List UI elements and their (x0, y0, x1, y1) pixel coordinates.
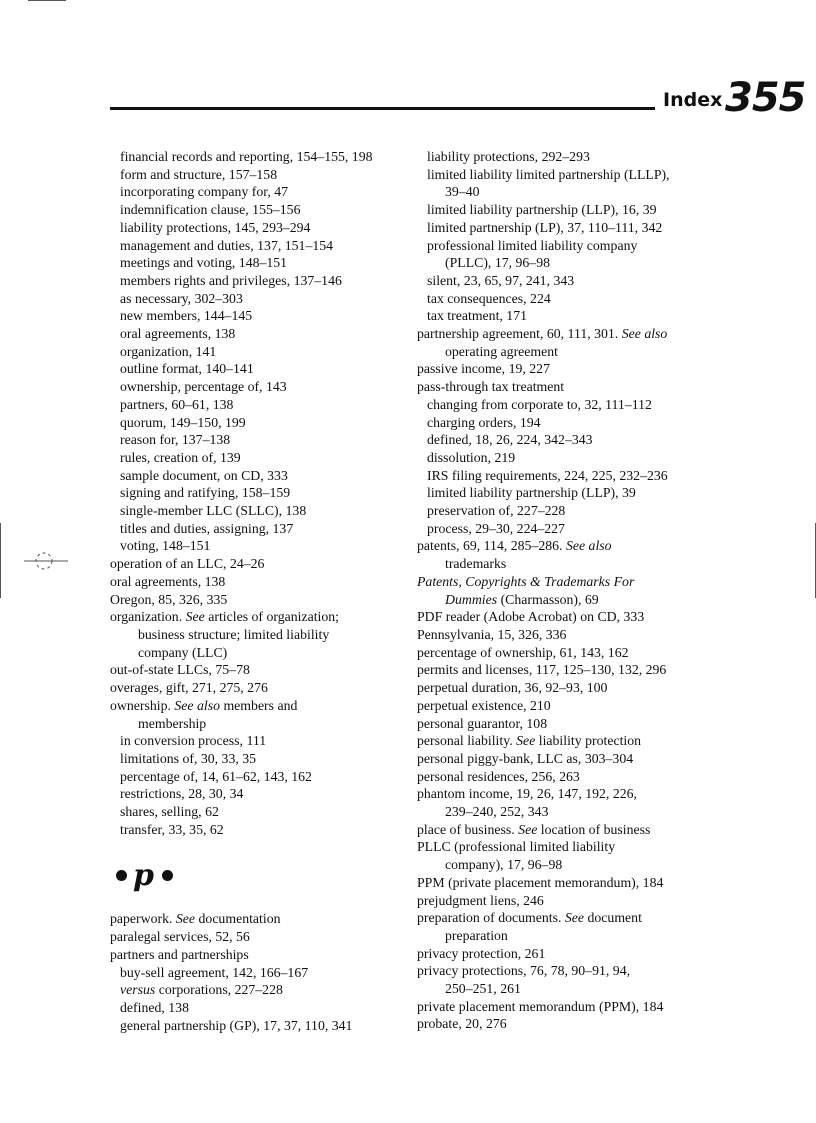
index-entry: management and duties, 137, 151–154 (120, 237, 334, 253)
index-entry: privacy protection, 261 (417, 945, 546, 961)
index-entry: place of business. See location of business (417, 821, 651, 837)
index-entry: new members, 144–145 (120, 308, 253, 324)
index-entry: paperwork. See documentation (110, 911, 281, 927)
index-entry: buy-sell agreement, 142, 166–167 (120, 964, 309, 980)
index-entry: Patents, Copyrights & Trademarks For (417, 573, 635, 589)
index-entry: shares, selling, 62 (120, 804, 219, 820)
index-entry: sample document, on CD, 333 (120, 467, 288, 483)
page-number: 355 (725, 75, 806, 121)
index-entry: PDF reader (Adobe Acrobat) on CD, 333 (417, 609, 645, 625)
crop-mark-top (28, 0, 66, 1)
crop-mark-left (0, 523, 1, 598)
index-entries-right (417, 148, 747, 1033)
index-entry: defined, 138 (120, 999, 189, 1015)
index-entry: tax treatment, 171 (427, 308, 527, 324)
index-entry: percentage of ownership, 61, 143, 162 (417, 644, 629, 660)
index-entry: in conversion process, 111 (120, 733, 267, 749)
index-entry: form and structure, 157–158 (120, 166, 278, 182)
index-entry: voting, 148–151 (120, 538, 211, 554)
index-entry: personal residences, 256, 263 (417, 768, 580, 784)
index-entry: membership (138, 715, 207, 731)
index-entry: trademarks (445, 556, 507, 572)
index-entry: 39–40 (445, 184, 480, 200)
index-entry: restrictions, 28, 30, 34 (120, 786, 244, 802)
index-entries-o-section (110, 148, 410, 838)
index-entry: operation of an LLC, 24–26 (110, 556, 265, 572)
header-rule (110, 107, 655, 110)
index-entry: privacy protections, 76, 78, 90–91, 94, (417, 963, 631, 979)
bullet-icon (162, 870, 173, 881)
index-entry: prejudgment liens, 246 (417, 892, 544, 908)
index-entry: partners and partnerships (110, 946, 249, 962)
index-entry: 250–251, 261 (445, 981, 521, 997)
index-entry: personal liability. See liability protection (417, 733, 642, 749)
index-entry: transfer, 33, 35, 62 (120, 821, 224, 837)
running-header-title: Index (663, 89, 723, 111)
index-entry: general partnership (GP), 17, 37, 110, 341 (120, 1017, 353, 1033)
index-entry: paralegal services, 52, 56 (110, 929, 250, 945)
index-entry: rules, creation of, 139 (120, 449, 241, 465)
index-entry: limited partnership (LP), 37, 110–111, 342 (427, 219, 663, 235)
index-entry: private placement memorandum (PPM), 184 (417, 998, 664, 1014)
index-entry: outline format, 140–141 (120, 361, 254, 377)
index-entry: limitations of, 30, 33, 35 (120, 750, 257, 766)
index-entry: PPM (private placement memorandum), 184 (417, 874, 664, 890)
index-entry: liability protections, 292–293 (427, 149, 590, 164)
index-column-right (417, 148, 747, 1033)
index-entry: personal guarantor, 108 (417, 715, 548, 731)
index-entry: changing from corporate to, 32, 111–112 (427, 396, 652, 412)
index-entries-p-section (110, 910, 410, 1034)
index-entry: oral agreements, 138 (120, 326, 236, 342)
index-entry: patents, 69, 114, 285–286. See also (417, 538, 612, 554)
index-entry: reason for, 137–138 (120, 432, 231, 448)
index-entry: Pennsylvania, 15, 326, 336 (417, 626, 567, 642)
index-entry: permits and licenses, 117, 125–130, 132, 296 (417, 662, 667, 678)
index-column-left (110, 148, 410, 1034)
index-entry: Oregon, 85, 326, 335 (110, 591, 228, 607)
index-entry: limited liability limited partnership (LLLP), (427, 166, 670, 182)
index-entry: pass-through tax treatment (417, 379, 565, 395)
registration-mark-icon (24, 548, 68, 574)
bullet-icon (116, 870, 127, 881)
section-header-p (110, 838, 410, 910)
index-entry: signing and ratifying, 158–159 (120, 485, 291, 501)
index-entry: IRS filing requirements, 224, 225, 232–236 (427, 467, 668, 483)
index-entry: Dummies (Charmasson), 69 (445, 591, 599, 607)
index-entry: PLLC (professional limited liability (417, 839, 616, 855)
index-entry: members rights and privileges, 137–146 (120, 272, 342, 288)
index-entry: ownership, percentage of, 143 (120, 379, 287, 395)
index-entry: phantom income, 19, 26, 147, 192, 226, (417, 786, 637, 802)
index-entry: preparation (445, 927, 508, 943)
index-entry: organization. See articles of organization; (110, 609, 340, 625)
index-entry: as necessary, 302–303 (120, 290, 243, 306)
index-entry: company), 17, 96–98 (445, 857, 563, 873)
index-entry: financial records and reporting, 154–155, 198 (120, 149, 373, 164)
index-entry: versus corporations, 227–228 (120, 982, 283, 998)
index-entry: business structure; limited liability (138, 626, 330, 642)
index-entry: oral agreements, 138 (110, 573, 226, 589)
index-entry: incorporating company for, 47 (120, 184, 289, 200)
index-entry: defined, 18, 26, 224, 342–343 (427, 432, 593, 448)
index-entry: company (LLC) (138, 644, 228, 660)
index-entry: indemnification clause, 155–156 (120, 202, 301, 218)
index-entry: organization, 141 (120, 343, 217, 359)
index-entry: overages, gift, 271, 275, 276 (110, 680, 268, 696)
index-entry: limited liability partnership (LLP), 39 (427, 485, 636, 501)
index-entry: personal piggy-bank, LLC as, 303–304 (417, 750, 634, 766)
index-entry: partnership agreement, 60, 111, 301. See also (417, 326, 668, 342)
index-entry: professional limited liability company (427, 237, 638, 253)
index-entry: partners, 60–61, 138 (120, 396, 234, 412)
index-entry: (PLLC), 17, 96–98 (445, 255, 551, 271)
index-entry: perpetual existence, 210 (417, 697, 551, 713)
index-entry: perpetual duration, 36, 92–93, 100 (417, 680, 608, 696)
index-entry: 239–240, 252, 343 (445, 804, 549, 820)
index-entry: process, 29–30, 224–227 (427, 520, 565, 536)
index-entry: preparation of documents. See document (417, 910, 642, 926)
index-entry: titles and duties, assigning, 137 (120, 520, 294, 536)
section-letter: p (133, 857, 156, 893)
index-entry: probate, 20, 276 (417, 1016, 507, 1032)
index-entry: limited liability partnership (LLP), 16, 39 (427, 202, 657, 218)
index-entry: ownership. See also members and (110, 697, 298, 713)
index-entry: operating agreement (445, 343, 559, 359)
index-entry: dissolution, 219 (427, 449, 516, 465)
index-entry: out-of-state LLCs, 75–78 (110, 662, 250, 678)
index-entry: passive income, 19, 227 (417, 361, 550, 377)
index-entry: silent, 23, 65, 97, 241, 343 (427, 272, 575, 288)
index-entry: tax consequences, 224 (427, 290, 551, 306)
index-entry: single-member LLC (SLLC), 138 (120, 503, 307, 519)
index-entry: preservation of, 227–228 (427, 503, 566, 519)
index-entry: percentage of, 14, 61–62, 143, 162 (120, 768, 312, 784)
index-entry: meetings and voting, 148–151 (120, 255, 288, 271)
index-entry: charging orders, 194 (427, 414, 541, 430)
index-entry: liability protections, 145, 293–294 (120, 219, 311, 235)
index-entry: quorum, 149–150, 199 (120, 414, 246, 430)
